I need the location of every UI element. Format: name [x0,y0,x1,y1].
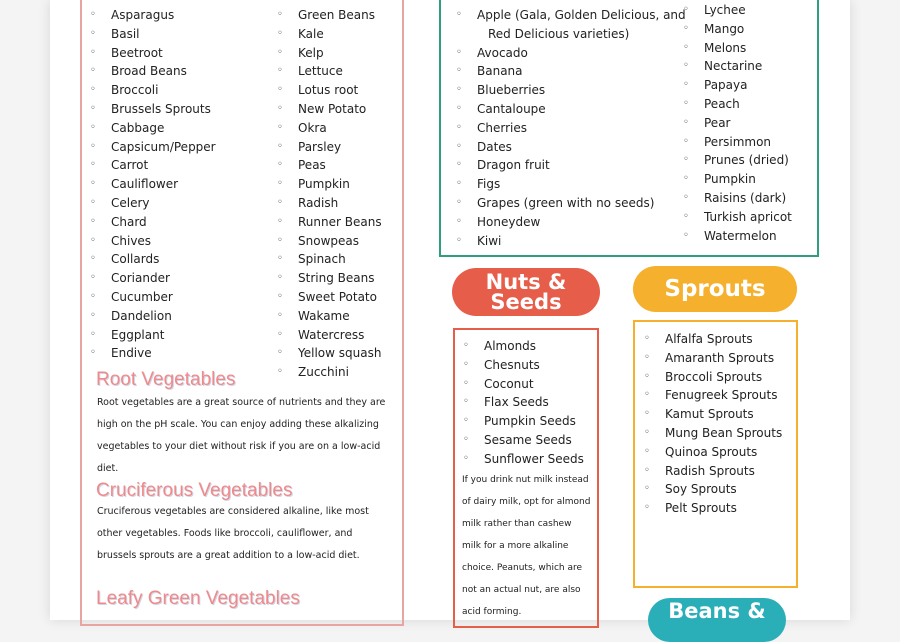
list-item: ◦ Kamut Sprouts [665,405,782,424]
list-item: ◦ Broccoli [111,81,216,100]
list-item: ◦ Dates [477,138,686,157]
nuts-list [484,337,584,469]
list-item: ◦ Wakame [298,307,382,326]
list-item: ◦ Honeydew [477,213,686,232]
list-item: ◦ Peas [298,156,382,175]
list-item: ◦ Papaya [704,76,792,95]
list-item: ◦ Sunflower Seeds [484,450,584,469]
cruciferous-text: Cruciferous vegetables are considered alkaline, like most other vegetables. Foods like broccoli, cauliflower, and brussels sprouts are a great addition to a low-acid diet. [97,506,369,561]
list-item: ◦ Prunes (dried) [704,151,792,170]
list-item: ◦ Alfalfa Sprouts [665,330,782,349]
list-item: ◦ Coriander [111,269,216,288]
list-item: ◦ Zucchini [298,363,382,382]
list-item: ◦ Watermelon [704,227,792,246]
list-item: ◦ Lotus root [298,81,382,100]
list-item: ◦ Asparagus [111,6,216,25]
list-item: ◦ Banana [477,62,686,81]
list-item: ◦ Runner Beans [298,213,382,232]
fruits-list-2 [704,1,792,245]
list-item: ◦ Melons [704,39,792,58]
list-item: ◦ Almonds [484,337,584,356]
list-item: ◦ Dandelion [111,307,216,326]
list-item: ◦ Pelt Sprouts [665,499,782,518]
list-item: ◦ Parsley [298,138,382,157]
list-item: ◦ New Potato [298,100,382,119]
list-item: ◦ Cauliflower [111,175,216,194]
list-item: ◦ Quinoa Sprouts [665,443,782,462]
list-item: ◦ Dragon fruit [477,156,686,175]
list-item: ◦ Turkish apricot [704,208,792,227]
list-item: ◦ Cucumber [111,288,216,307]
nuts-text: If you drink nut milk instead of dairy milk, opt for almond milk rather than cashew milk for a more alkaline choice. Peanuts, which are not an actual nut, are also acid forming. [462,475,591,617]
fruits-list-1 [477,6,686,250]
list-item: ◦ Cabbage [111,119,216,138]
list-item: ◦ Radish Sprouts [665,462,782,481]
vegetables-list-1 [111,6,216,363]
list-item: ◦ Avocado [477,44,686,63]
list-item: ◦ Grapes (green with no seeds) [477,194,686,213]
list-item: ◦ Radish [298,194,382,213]
list-item: ◦ Broad Beans [111,62,216,81]
list-item: ◦ Chives [111,232,216,251]
leafy-green-title: Leafy Green Vegetables [96,588,300,609]
nuts-seeds-header: Nuts & Seeds [452,268,600,316]
list-item: ◦ Coconut [484,375,584,394]
list-item: ◦ Sesame Seeds [484,431,584,450]
list-item: ◦ Watercress [298,326,382,345]
list-item: ◦ Green Beans [298,6,382,25]
list-item: ◦ Celery [111,194,216,213]
list-item: ◦ Eggplant [111,326,216,345]
list-item: ◦ Yellow squash [298,344,382,363]
list-item: ◦ Soy Sprouts [665,480,782,499]
list-item: ◦ Spinach [298,250,382,269]
list-item: ◦ Pumpkin [704,170,792,189]
list-item: ◦ Pear [704,114,792,133]
list-item: ◦ Endive [111,344,216,363]
list-item: Red Delicious varieties) [488,26,630,41]
list-item: ◦ Mango [704,20,792,39]
list-item: ◦ Sweet Potato [298,288,382,307]
list-item: ◦ Okra [298,119,382,138]
list-item: ◦ Pumpkin [298,175,382,194]
cruciferous-title: Cruciferous Vegetables [96,480,293,501]
list-item: ◦ Broccoli Sprouts [665,368,782,387]
list-item: ◦ Flax Seeds [484,393,584,412]
root-vegetables-text: Root vegetables are a great source of nutrients and they are high on the pH scale. You can enjoy adding these alkalizing vegetables to your diet without risk if you are on a low-acid diet. [97,397,386,474]
list-item: ◦ Lettuce [298,62,382,81]
list-item: ◦ String Beans [298,269,382,288]
list-item: ◦ Apple (Gala, Golden Delicious, and [477,6,686,25]
list-item: ◦ Lychee [704,1,792,20]
list-item: ◦ Nectarine [704,57,792,76]
sprouts-header: Sprouts [633,266,797,312]
list-item: ◦ Kale [298,25,382,44]
list-item: ◦ Capsicum/Pepper [111,138,216,157]
list-item: ◦ Chard [111,213,216,232]
list-item: ◦ Amaranth Sprouts [665,349,782,368]
list-item: ◦ Beetroot [111,44,216,63]
list-item: ◦ Persimmon [704,133,792,152]
list-item: ◦ Cantaloupe [477,100,686,119]
list-item: ◦ Snowpeas [298,232,382,251]
list-item: ◦ Kiwi [477,232,686,251]
list-item: ◦ Carrot [111,156,216,175]
list-item: ◦ Fenugreek Sprouts [665,386,782,405]
list-item: ◦ Cherries [477,119,686,138]
root-vegetables-title: Root Vegetables [96,369,236,390]
sprouts-list [665,330,782,518]
beans-header: Beans & [648,598,786,642]
vegetables-list-2 [298,6,382,382]
list-item: ◦ Figs [477,175,686,194]
list-item: ◦ Pumpkin Seeds [484,412,584,431]
list-item: ◦ Basil [111,25,216,44]
list-item: ◦ Chesnuts [484,356,584,375]
list-item: ◦ Blueberries [477,81,686,100]
list-item: ◦ Peach [704,95,792,114]
list-item: ◦ Mung Bean Sprouts [665,424,782,443]
list-item: ◦ Collards [111,250,216,269]
list-item: ◦ Brussels Sprouts [111,100,216,119]
list-item: ◦ Raisins (dark) [704,189,792,208]
list-item: ◦ Kelp [298,44,382,63]
